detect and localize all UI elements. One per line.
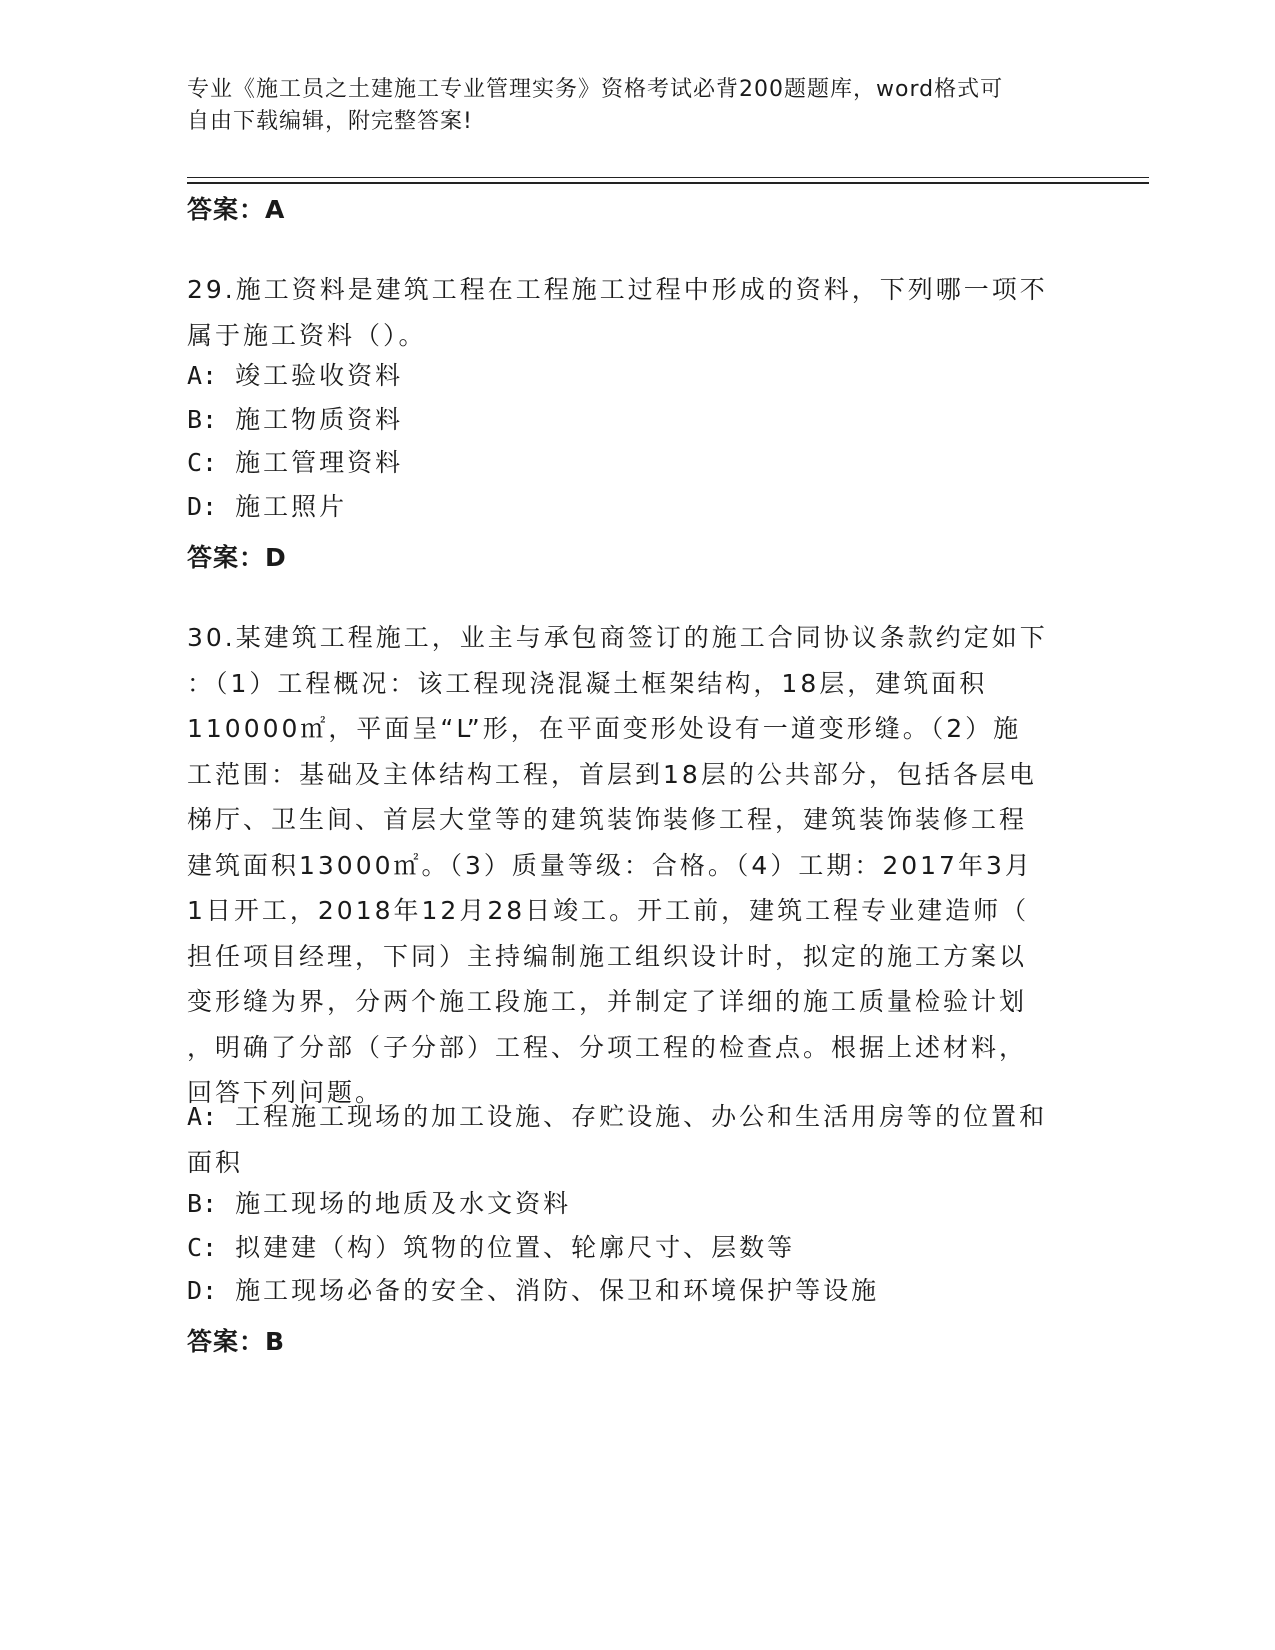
q29-answer: 答案：D bbox=[187, 543, 287, 572]
option-text: 施工照片 bbox=[235, 492, 348, 521]
q29-option-a bbox=[187, 353, 403, 399]
question-30-stem: 30.某建筑工程施工，业主与承包商签订的施工合同协议条款约定如下 ：（1）工程概况：该工程现浇混凝土框架结构，18层，建筑面积 110000㎡，平面呈“L”形，在平面变形处设有一道变形缝。（2）施 工范围：基础及主体结构工程，首层到18层的公共部分，包括各层电 梯厅、卫生间、首层大堂等的建筑装饰装修工程，建筑装饰装修工程 建筑面积13000㎡。（3）质量等级：合格。（4）工期：2017年3月 1日开工，2018年12月28日竣工。开工前，建筑工程专业建造师（ 担任项目经理，下同）主持编制施工组织设计时，拟定的施工方案以 变形缝为界，分两个施工段施工，并制定了详细的施工质量检验计划 ，明确了分部（子分部）工程、分项工程的检查点。根据上述材料， 回答下列问题。 bbox=[187, 623, 1048, 1107]
option-label: B: bbox=[187, 405, 218, 434]
header-divider-thick bbox=[187, 182, 1149, 184]
option-text: 施工物质资料 bbox=[235, 405, 404, 434]
header-line-2: 自由下载编辑，附完整答案! bbox=[187, 109, 473, 134]
document-header bbox=[187, 74, 1067, 138]
prev-answer: 答案：A bbox=[187, 195, 286, 224]
option-label: B: bbox=[187, 1189, 218, 1218]
question-29-stem: 29.施工资料是建筑工程在工程施工过程中形成的资料，下列哪一项不 属于施工资料（）。 bbox=[187, 275, 1048, 350]
q30-option-a bbox=[187, 1094, 1077, 1185]
q29-option-d bbox=[187, 484, 347, 530]
option-text: 施工现场必备的安全、消防、保卫和环境保护等设施 bbox=[235, 1276, 880, 1305]
q29-option-b bbox=[187, 397, 403, 443]
header-line-1: 专业《施工员之土建施工专业管理实务》资格考试必背200题题库，word格式可 bbox=[187, 77, 1004, 102]
option-text: 拟建建（构）筑物的位置、轮廓尺寸、层数等 bbox=[235, 1233, 796, 1262]
option-label: D: bbox=[187, 492, 218, 521]
q29-option-c bbox=[187, 440, 403, 486]
option-text: 竣工验收资料 bbox=[235, 361, 404, 390]
option-label: C: bbox=[187, 448, 218, 477]
option-text: 施工现场的地质及水文资料 bbox=[235, 1189, 572, 1218]
option-label: A: bbox=[187, 361, 218, 390]
option-text: 施工管理资料 bbox=[235, 448, 404, 477]
q30-answer: 答案：B bbox=[187, 1327, 286, 1356]
q30-option-d bbox=[187, 1268, 879, 1314]
option-label: A: bbox=[187, 1102, 218, 1131]
q30-option-b bbox=[187, 1181, 571, 1227]
option-label: D: bbox=[187, 1276, 218, 1305]
q30-option-c bbox=[187, 1225, 795, 1271]
header-divider-thin bbox=[187, 177, 1149, 178]
option-label: C: bbox=[187, 1233, 218, 1262]
option-text: 工程施工现场的加工设施、存贮设施、办公和生活用房等的位置和 面积 bbox=[187, 1102, 1048, 1177]
